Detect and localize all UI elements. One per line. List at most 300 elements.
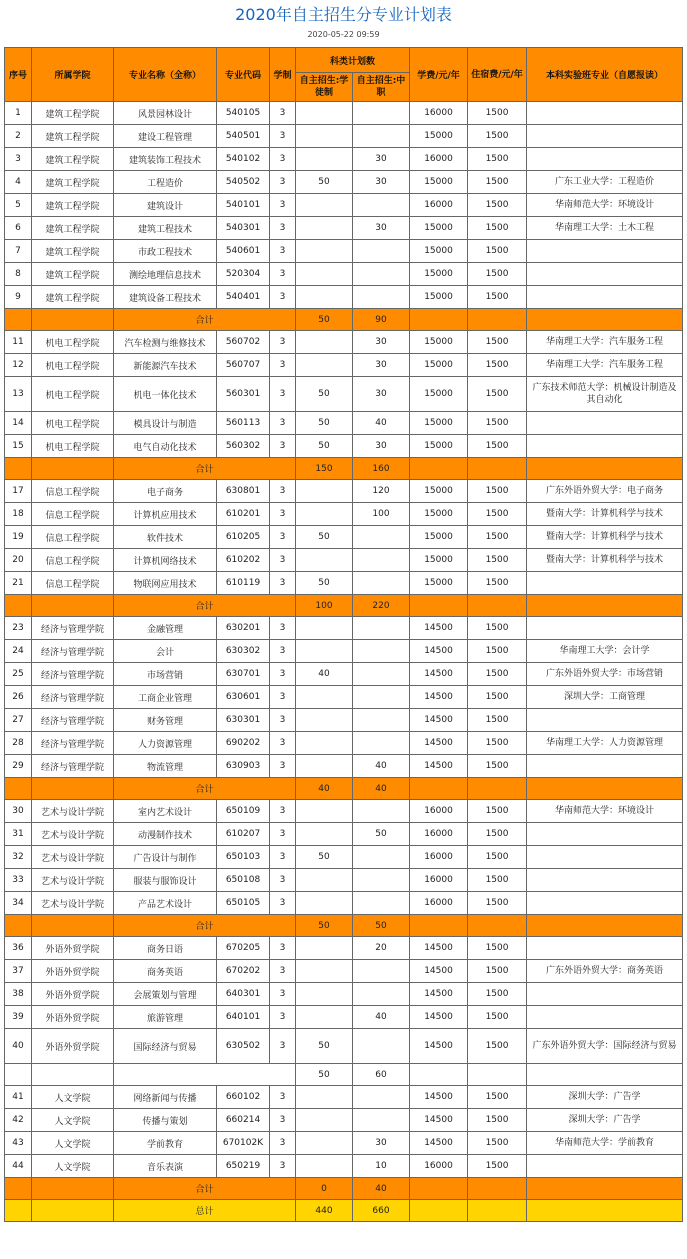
cell-code: 640101 xyxy=(217,1006,270,1029)
subtotal-row xyxy=(5,1064,683,1086)
cell-plan-vocational xyxy=(353,526,410,549)
cell-major: 电子商务 xyxy=(114,480,217,503)
cell-code: 560702 xyxy=(217,331,270,354)
cell-years: 3 xyxy=(270,263,296,286)
cell-code: 650103 xyxy=(217,846,270,869)
subtotal-blank xyxy=(410,309,468,331)
table-row xyxy=(5,572,683,595)
cell-years: 3 xyxy=(270,194,296,217)
cell-college: 人文学院 xyxy=(32,1086,114,1109)
cell-plan-vocational: 30 xyxy=(353,1132,410,1155)
cell-tuition: 15000 xyxy=(410,240,468,263)
cell-no: 26 xyxy=(5,686,32,709)
cell-college: 机电工程学院 xyxy=(32,354,114,377)
table-row xyxy=(5,1109,683,1132)
cell-tuition: 15000 xyxy=(410,171,468,194)
cell-plan-apprentice: 50 xyxy=(296,171,353,194)
cell-major: 市场营销 xyxy=(114,663,217,686)
cell-college: 信息工程学院 xyxy=(32,503,114,526)
cell-no: 14 xyxy=(5,412,32,435)
cell-no: 27 xyxy=(5,709,32,732)
cell-plan-apprentice xyxy=(296,937,353,960)
cell-major: 人力资源管理 xyxy=(114,732,217,755)
plan-table xyxy=(4,47,683,1222)
cell-dorm: 1500 xyxy=(468,549,527,572)
cell-tuition: 15000 xyxy=(410,503,468,526)
cell-major: 建筑设计 xyxy=(114,194,217,217)
cell-major: 计算机应用技术 xyxy=(114,503,217,526)
cell-tuition: 15000 xyxy=(410,526,468,549)
cell-plan-vocational xyxy=(353,617,410,640)
table-row xyxy=(5,549,683,572)
table-row xyxy=(5,937,683,960)
total-blank xyxy=(5,1200,32,1222)
cell-years: 3 xyxy=(270,217,296,240)
cell-bachelor xyxy=(527,755,683,778)
cell-plan-vocational: 30 xyxy=(353,377,410,412)
cell-plan-apprentice xyxy=(296,549,353,572)
cell-code: 630903 xyxy=(217,755,270,778)
cell-bachelor: 广东技术师范大学：机械设计制造及其自动化 xyxy=(527,377,683,412)
cell-college: 建筑工程学院 xyxy=(32,263,114,286)
header-bachelor: 本科实验班专业（自愿报读） xyxy=(527,48,683,102)
cell-tuition: 14500 xyxy=(410,732,468,755)
subtotal-blank xyxy=(5,778,32,800)
cell-bachelor xyxy=(527,823,683,846)
subtotal-blank xyxy=(468,1178,527,1200)
cell-tuition: 14500 xyxy=(410,1109,468,1132)
cell-bachelor: 暨南大学：计算机科学与技术 xyxy=(527,549,683,572)
subtotal-blank xyxy=(527,778,683,800)
cell-college: 外语外贸学院 xyxy=(32,1029,114,1064)
cell-plan-vocational: 40 xyxy=(353,1006,410,1029)
cell-college: 人文学院 xyxy=(32,1109,114,1132)
cell-code: 540401 xyxy=(217,286,270,309)
table-row xyxy=(5,102,683,125)
header-plan-apprentice: 自主招生:学徒制 xyxy=(296,73,353,102)
cell-code: 630801 xyxy=(217,480,270,503)
table-row xyxy=(5,435,683,458)
cell-college: 外语外贸学院 xyxy=(32,1006,114,1029)
cell-plan-vocational: 40 xyxy=(353,412,410,435)
cell-plan-vocational: 30 xyxy=(353,435,410,458)
cell-years: 3 xyxy=(270,354,296,377)
cell-no: 3 xyxy=(5,148,32,171)
cell-code: 610207 xyxy=(217,823,270,846)
timestamp: 2020-05-22 09:59 xyxy=(307,30,380,39)
cell-no: 9 xyxy=(5,286,32,309)
cell-plan-apprentice: 50 xyxy=(296,572,353,595)
cell-code: 520304 xyxy=(217,263,270,286)
total-blank xyxy=(468,1200,527,1222)
cell-bachelor xyxy=(527,617,683,640)
cell-dorm: 1500 xyxy=(468,640,527,663)
cell-code: 610119 xyxy=(217,572,270,595)
cell-bachelor xyxy=(527,983,683,1006)
cell-plan-vocational xyxy=(353,263,410,286)
cell-major: 会计 xyxy=(114,640,217,663)
cell-tuition: 16000 xyxy=(410,823,468,846)
table-row xyxy=(5,686,683,709)
cell-dorm: 1500 xyxy=(468,1155,527,1178)
cell-college: 经济与管理学院 xyxy=(32,640,114,663)
cell-code: 630601 xyxy=(217,686,270,709)
cell-plan-vocational: 40 xyxy=(353,755,410,778)
cell-plan-apprentice xyxy=(296,240,353,263)
cell-code: 540501 xyxy=(217,125,270,148)
cell-no: 18 xyxy=(5,503,32,526)
cell-no: 42 xyxy=(5,1109,32,1132)
cell-no: 38 xyxy=(5,983,32,1006)
cell-plan-vocational xyxy=(353,686,410,709)
cell-plan-vocational: 120 xyxy=(353,480,410,503)
cell-major: 动漫制作技术 xyxy=(114,823,217,846)
subtotal-label: 合计 xyxy=(114,595,296,617)
cell-major: 国际经济与贸易 xyxy=(114,1029,217,1064)
cell-major: 室内艺术设计 xyxy=(114,800,217,823)
subtotal-blank xyxy=(32,458,114,480)
cell-plan-vocational xyxy=(353,846,410,869)
cell-plan-apprentice xyxy=(296,263,353,286)
cell-college: 艺术与设计学院 xyxy=(32,869,114,892)
cell-no: 4 xyxy=(5,171,32,194)
cell-code: 540105 xyxy=(217,102,270,125)
table-row xyxy=(5,823,683,846)
subtotal-plan-apprentice: 50 xyxy=(296,1064,353,1086)
cell-plan-apprentice xyxy=(296,194,353,217)
table-row xyxy=(5,286,683,309)
cell-plan-vocational xyxy=(353,983,410,1006)
cell-bachelor: 华南师范大学：学前教育 xyxy=(527,1132,683,1155)
header-major: 专业名称（全称） xyxy=(114,48,217,102)
cell-years: 3 xyxy=(270,125,296,148)
subtotal-label: 合计 xyxy=(114,309,296,331)
cell-plan-apprentice xyxy=(296,102,353,125)
cell-plan-apprentice: 40 xyxy=(296,663,353,686)
subtotal-blank xyxy=(527,1178,683,1200)
cell-no: 17 xyxy=(5,480,32,503)
cell-bachelor xyxy=(527,102,683,125)
cell-bachelor xyxy=(527,572,683,595)
cell-dorm: 1500 xyxy=(468,1086,527,1109)
cell-college: 经济与管理学院 xyxy=(32,686,114,709)
subtotal-label xyxy=(114,1064,296,1086)
cell-code: 650109 xyxy=(217,800,270,823)
cell-code: 630302 xyxy=(217,640,270,663)
cell-major: 物流管理 xyxy=(114,755,217,778)
table-header xyxy=(5,48,683,102)
subtotal-blank xyxy=(410,915,468,937)
cell-plan-vocational: 30 xyxy=(353,331,410,354)
cell-bachelor xyxy=(527,240,683,263)
total-plan-apprentice: 440 xyxy=(296,1200,353,1222)
subtotal-blank xyxy=(410,1178,468,1200)
cell-code: 540101 xyxy=(217,194,270,217)
cell-dorm: 1500 xyxy=(468,354,527,377)
cell-major: 市政工程技术 xyxy=(114,240,217,263)
cell-major: 学前教育 xyxy=(114,1132,217,1155)
cell-dorm: 1500 xyxy=(468,503,527,526)
cell-tuition: 14500 xyxy=(410,1086,468,1109)
table-row xyxy=(5,1155,683,1178)
cell-no: 13 xyxy=(5,377,32,412)
cell-dorm: 1500 xyxy=(468,755,527,778)
table-row xyxy=(5,480,683,503)
subtotal-row xyxy=(5,1178,683,1200)
cell-major: 建设工程管理 xyxy=(114,125,217,148)
cell-no: 40 xyxy=(5,1029,32,1064)
table-row xyxy=(5,217,683,240)
page-title: 2020年自主招生分专业计划表 xyxy=(235,5,452,24)
cell-dorm: 1500 xyxy=(468,217,527,240)
cell-code: 540502 xyxy=(217,171,270,194)
cell-major: 网络新闻与传播 xyxy=(114,1086,217,1109)
cell-major: 广告设计与制作 xyxy=(114,846,217,869)
cell-dorm: 1500 xyxy=(468,435,527,458)
cell-major: 测绘地理信息技术 xyxy=(114,263,217,286)
cell-college: 经济与管理学院 xyxy=(32,617,114,640)
cell-bachelor xyxy=(527,1155,683,1178)
subtotal-blank xyxy=(527,915,683,937)
header-plan: 科类计划数 xyxy=(296,48,410,73)
cell-plan-apprentice: 50 xyxy=(296,435,353,458)
cell-college: 机电工程学院 xyxy=(32,331,114,354)
subtotal-row xyxy=(5,458,683,480)
cell-major: 新能源汽车技术 xyxy=(114,354,217,377)
subtotal-label: 合计 xyxy=(114,1178,296,1200)
table-row xyxy=(5,331,683,354)
cell-code: 630201 xyxy=(217,617,270,640)
subtotal-blank xyxy=(527,458,683,480)
total-blank xyxy=(527,1200,683,1222)
cell-college: 建筑工程学院 xyxy=(32,148,114,171)
cell-tuition: 14500 xyxy=(410,937,468,960)
cell-code: 540301 xyxy=(217,217,270,240)
subtotal-blank xyxy=(468,458,527,480)
cell-plan-apprentice: 50 xyxy=(296,377,353,412)
table-row xyxy=(5,755,683,778)
cell-years: 3 xyxy=(270,503,296,526)
cell-major: 计算机网络技术 xyxy=(114,549,217,572)
subtotal-plan-vocational: 40 xyxy=(353,1178,410,1200)
cell-bachelor: 华南师范大学：环境设计 xyxy=(527,800,683,823)
cell-tuition: 15000 xyxy=(410,263,468,286)
cell-code: 650219 xyxy=(217,1155,270,1178)
table-row xyxy=(5,240,683,263)
subtotal-blank xyxy=(468,915,527,937)
table-row xyxy=(5,709,683,732)
cell-years: 3 xyxy=(270,1006,296,1029)
cell-bachelor xyxy=(527,937,683,960)
cell-dorm: 1500 xyxy=(468,846,527,869)
cell-no: 11 xyxy=(5,331,32,354)
cell-plan-apprentice xyxy=(296,823,353,846)
cell-years: 3 xyxy=(270,377,296,412)
cell-tuition: 15000 xyxy=(410,412,468,435)
table-row xyxy=(5,125,683,148)
cell-no: 41 xyxy=(5,1086,32,1109)
cell-dorm: 1500 xyxy=(468,263,527,286)
table-row xyxy=(5,663,683,686)
cell-bachelor xyxy=(527,869,683,892)
table-row xyxy=(5,194,683,217)
cell-plan-vocational xyxy=(353,663,410,686)
cell-plan-apprentice xyxy=(296,640,353,663)
cell-plan-apprentice: 50 xyxy=(296,412,353,435)
cell-tuition: 16000 xyxy=(410,102,468,125)
cell-plan-vocational xyxy=(353,892,410,915)
cell-bachelor: 广东工业大学：工程造价 xyxy=(527,171,683,194)
cell-no: 21 xyxy=(5,572,32,595)
subtotal-blank xyxy=(32,778,114,800)
cell-no: 7 xyxy=(5,240,32,263)
cell-code: 640301 xyxy=(217,983,270,1006)
cell-dorm: 1500 xyxy=(468,480,527,503)
cell-dorm: 1500 xyxy=(468,937,527,960)
cell-plan-vocational: 100 xyxy=(353,503,410,526)
cell-no: 43 xyxy=(5,1132,32,1155)
cell-dorm: 1500 xyxy=(468,412,527,435)
cell-college: 机电工程学院 xyxy=(32,412,114,435)
cell-plan-vocational xyxy=(353,286,410,309)
cell-years: 3 xyxy=(270,823,296,846)
cell-years: 3 xyxy=(270,892,296,915)
cell-code: 560707 xyxy=(217,354,270,377)
cell-bachelor xyxy=(527,286,683,309)
cell-college: 外语外贸学院 xyxy=(32,983,114,1006)
cell-code: 690202 xyxy=(217,732,270,755)
cell-years: 3 xyxy=(270,640,296,663)
table-row xyxy=(5,354,683,377)
cell-years: 3 xyxy=(270,240,296,263)
cell-college: 外语外贸学院 xyxy=(32,937,114,960)
cell-plan-apprentice xyxy=(296,1086,353,1109)
subtotal-label: 合计 xyxy=(114,778,296,800)
cell-years: 3 xyxy=(270,148,296,171)
cell-plan-apprentice xyxy=(296,869,353,892)
subtotal-plan-vocational: 90 xyxy=(353,309,410,331)
cell-major: 金融管理 xyxy=(114,617,217,640)
cell-no: 30 xyxy=(5,800,32,823)
subtotal-row xyxy=(5,915,683,937)
table-row xyxy=(5,148,683,171)
subtotal-blank xyxy=(5,915,32,937)
header-dorm: 住宿费/元/年 xyxy=(468,48,527,102)
cell-plan-apprentice xyxy=(296,503,353,526)
cell-tuition: 15000 xyxy=(410,354,468,377)
header-no: 序号 xyxy=(5,48,32,102)
cell-tuition: 16000 xyxy=(410,148,468,171)
cell-plan-apprentice xyxy=(296,331,353,354)
cell-major: 建筑装饰工程技术 xyxy=(114,148,217,171)
cell-dorm: 1500 xyxy=(468,148,527,171)
cell-bachelor xyxy=(527,412,683,435)
cell-tuition: 14500 xyxy=(410,617,468,640)
cell-plan-vocational xyxy=(353,1029,410,1064)
cell-code: 670205 xyxy=(217,937,270,960)
cell-plan-vocational xyxy=(353,1086,410,1109)
cell-dorm: 1500 xyxy=(468,709,527,732)
cell-tuition: 14500 xyxy=(410,1132,468,1155)
cell-years: 3 xyxy=(270,549,296,572)
cell-plan-vocational: 30 xyxy=(353,354,410,377)
cell-tuition: 16000 xyxy=(410,800,468,823)
cell-no: 12 xyxy=(5,354,32,377)
cell-college: 经济与管理学院 xyxy=(32,755,114,778)
subtotal-blank xyxy=(32,595,114,617)
subtotal-row xyxy=(5,595,683,617)
table-row xyxy=(5,526,683,549)
cell-no: 29 xyxy=(5,755,32,778)
table-row xyxy=(5,617,683,640)
cell-college: 建筑工程学院 xyxy=(32,102,114,125)
cell-no: 24 xyxy=(5,640,32,663)
cell-years: 3 xyxy=(270,846,296,869)
cell-no: 39 xyxy=(5,1006,32,1029)
cell-tuition: 15000 xyxy=(410,377,468,412)
cell-plan-apprentice: 50 xyxy=(296,1029,353,1064)
cell-years: 3 xyxy=(270,755,296,778)
cell-major: 会展策划与管理 xyxy=(114,983,217,1006)
subtotal-blank xyxy=(5,458,32,480)
cell-major: 工程造价 xyxy=(114,171,217,194)
subtotal-blank xyxy=(32,1178,114,1200)
cell-tuition: 14500 xyxy=(410,1029,468,1064)
cell-dorm: 1500 xyxy=(468,102,527,125)
subtotal-blank xyxy=(5,1064,32,1086)
cell-major: 音乐表演 xyxy=(114,1155,217,1178)
cell-code: 560113 xyxy=(217,412,270,435)
subtotal-blank xyxy=(468,309,527,331)
cell-tuition: 15000 xyxy=(410,549,468,572)
cell-dorm: 1500 xyxy=(468,171,527,194)
cell-tuition: 15000 xyxy=(410,480,468,503)
cell-code: 610201 xyxy=(217,503,270,526)
subtotal-blank xyxy=(410,778,468,800)
table-row xyxy=(5,732,683,755)
cell-plan-vocational xyxy=(353,640,410,663)
cell-tuition: 14500 xyxy=(410,960,468,983)
cell-code: 540102 xyxy=(217,148,270,171)
cell-no: 5 xyxy=(5,194,32,217)
cell-code: 670102K xyxy=(217,1132,270,1155)
cell-years: 3 xyxy=(270,412,296,435)
cell-years: 3 xyxy=(270,1029,296,1064)
cell-plan-apprentice xyxy=(296,1155,353,1178)
cell-years: 3 xyxy=(270,572,296,595)
subtotal-blank xyxy=(410,595,468,617)
cell-plan-vocational: 20 xyxy=(353,937,410,960)
subtotal-blank xyxy=(5,1178,32,1200)
table-row xyxy=(5,1006,683,1029)
cell-dorm: 1500 xyxy=(468,240,527,263)
cell-plan-apprentice xyxy=(296,480,353,503)
cell-tuition: 14500 xyxy=(410,686,468,709)
cell-college: 外语外贸学院 xyxy=(32,960,114,983)
subtotal-plan-apprentice: 50 xyxy=(296,915,353,937)
cell-major: 传播与策划 xyxy=(114,1109,217,1132)
cell-college: 艺术与设计学院 xyxy=(32,823,114,846)
cell-years: 3 xyxy=(270,435,296,458)
total-blank xyxy=(410,1200,468,1222)
cell-dorm: 1500 xyxy=(468,800,527,823)
cell-no: 44 xyxy=(5,1155,32,1178)
cell-plan-vocational xyxy=(353,194,410,217)
cell-college: 艺术与设计学院 xyxy=(32,800,114,823)
cell-no: 15 xyxy=(5,435,32,458)
cell-college: 信息工程学院 xyxy=(32,526,114,549)
subtotal-plan-apprentice: 0 xyxy=(296,1178,353,1200)
